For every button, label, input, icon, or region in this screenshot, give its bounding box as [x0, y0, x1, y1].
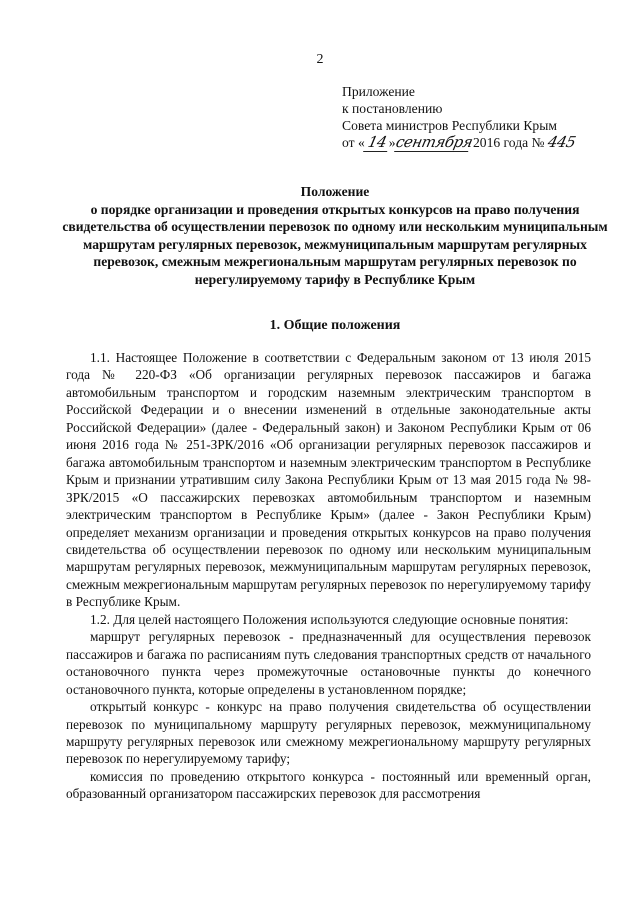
- section-heading: 1. Общие положения: [269, 318, 401, 333]
- handwritten-day: 14: [363, 134, 391, 152]
- paragraph-1-1: 1.1. Настоящее Положение в соответствии с Федеральным законом от 13 июля 2015 года № 220-ФЗ «Об организации регулярных перевозок пассажиров и багажа автомобильным транспортом и городским наземным электрическим транспортом в Российской Федерации и о внесении изменений в отдельные законодательные акты Российской Федерации» (далее - Федеральный закон) и Законом Республики Крым от 06 июня 2016 года № 251-ЗРК/2016 «Об организации регулярных перевозок пассажиров и багажа автомобильным транспортом и наземным электрическим транспортом в Республике Крым и признании утратившим силу Закона Республики Крым от 13 мая 2015 года № 98-ЗРК/2015 «О пассажирских перевозках автомобильным транспортом и наземным электрическим транспортом в Республике Крым» (далее - Закон Республики Крым) определяет механизм организации и проведения открытых конкурсов на право получения свидетельства об осуществлении перевозок по одному или нескольким муниципальным маршрутам регулярных перевозок, межмуниципальным маршрутам регулярных перевозок, смежным межрегиональным маршрутам регулярных перевозок по нерегулируемому тарифу в Республике Крым.: [66, 350, 591, 610]
- handwritten-month: сентября: [393, 133, 474, 151]
- definition-route: маршрут регулярных перевозок - предназначенный для осуществления перевозок пассажиров и багажа по расписаниям путь следования транспортных средств от начального остановочного пункта через промежуточные остановочные пункты до конечного остановочного пункта, которые определены в установленном порядке;: [66, 629, 591, 697]
- handwritten-number: 445: [546, 133, 578, 151]
- page-number: 2: [316, 52, 324, 67]
- appendix-line-3: Совета министров Республики Крым: [342, 118, 557, 133]
- body-text: [66, 349, 591, 803]
- definition-commission: комиссия по проведению открытого конкурса - постоянный или временный орган, образованный организатором пассажирских перевозок для рассмотрения: [66, 768, 591, 802]
- document-title: [60, 183, 610, 289]
- appendix-line-2: к постановлению: [342, 101, 443, 116]
- date-close-quote: »: [388, 135, 396, 150]
- date-prefix: от «: [342, 135, 365, 150]
- paragraph-1-2: 1.2. Для целей настоящего Положения используются следующие основные понятия:: [90, 611, 569, 627]
- title-word: Положение: [300, 184, 370, 199]
- title-text: о порядке организации и проведения открытых конкурсов на право получения свидетельства об осуществлении перевозок по одному или нескольким муниципальным маршрутам регулярных перевозок, межмуниципальным маршрутам регулярных перевозок, смежным межрегиональным маршрутам регулярных перевозок по нерегулируемому тарифу в Республике Крым: [62, 201, 608, 287]
- definition-open-contest: открытый конкурс - конкурс на право получения свидетельства об осуществлении перевозок по муниципальному маршруту регулярных перевозок, межмуниципальному маршруту регулярных перевозок или смежному межрегиональному маршруту регулярных перевозок по нерегулируемому тарифу;: [66, 699, 591, 767]
- appendix-block: [342, 83, 588, 152]
- appendix-date-line: [342, 134, 588, 152]
- appendix-line-1: Приложение: [342, 84, 415, 99]
- date-year-text: 2016 года №: [472, 135, 545, 150]
